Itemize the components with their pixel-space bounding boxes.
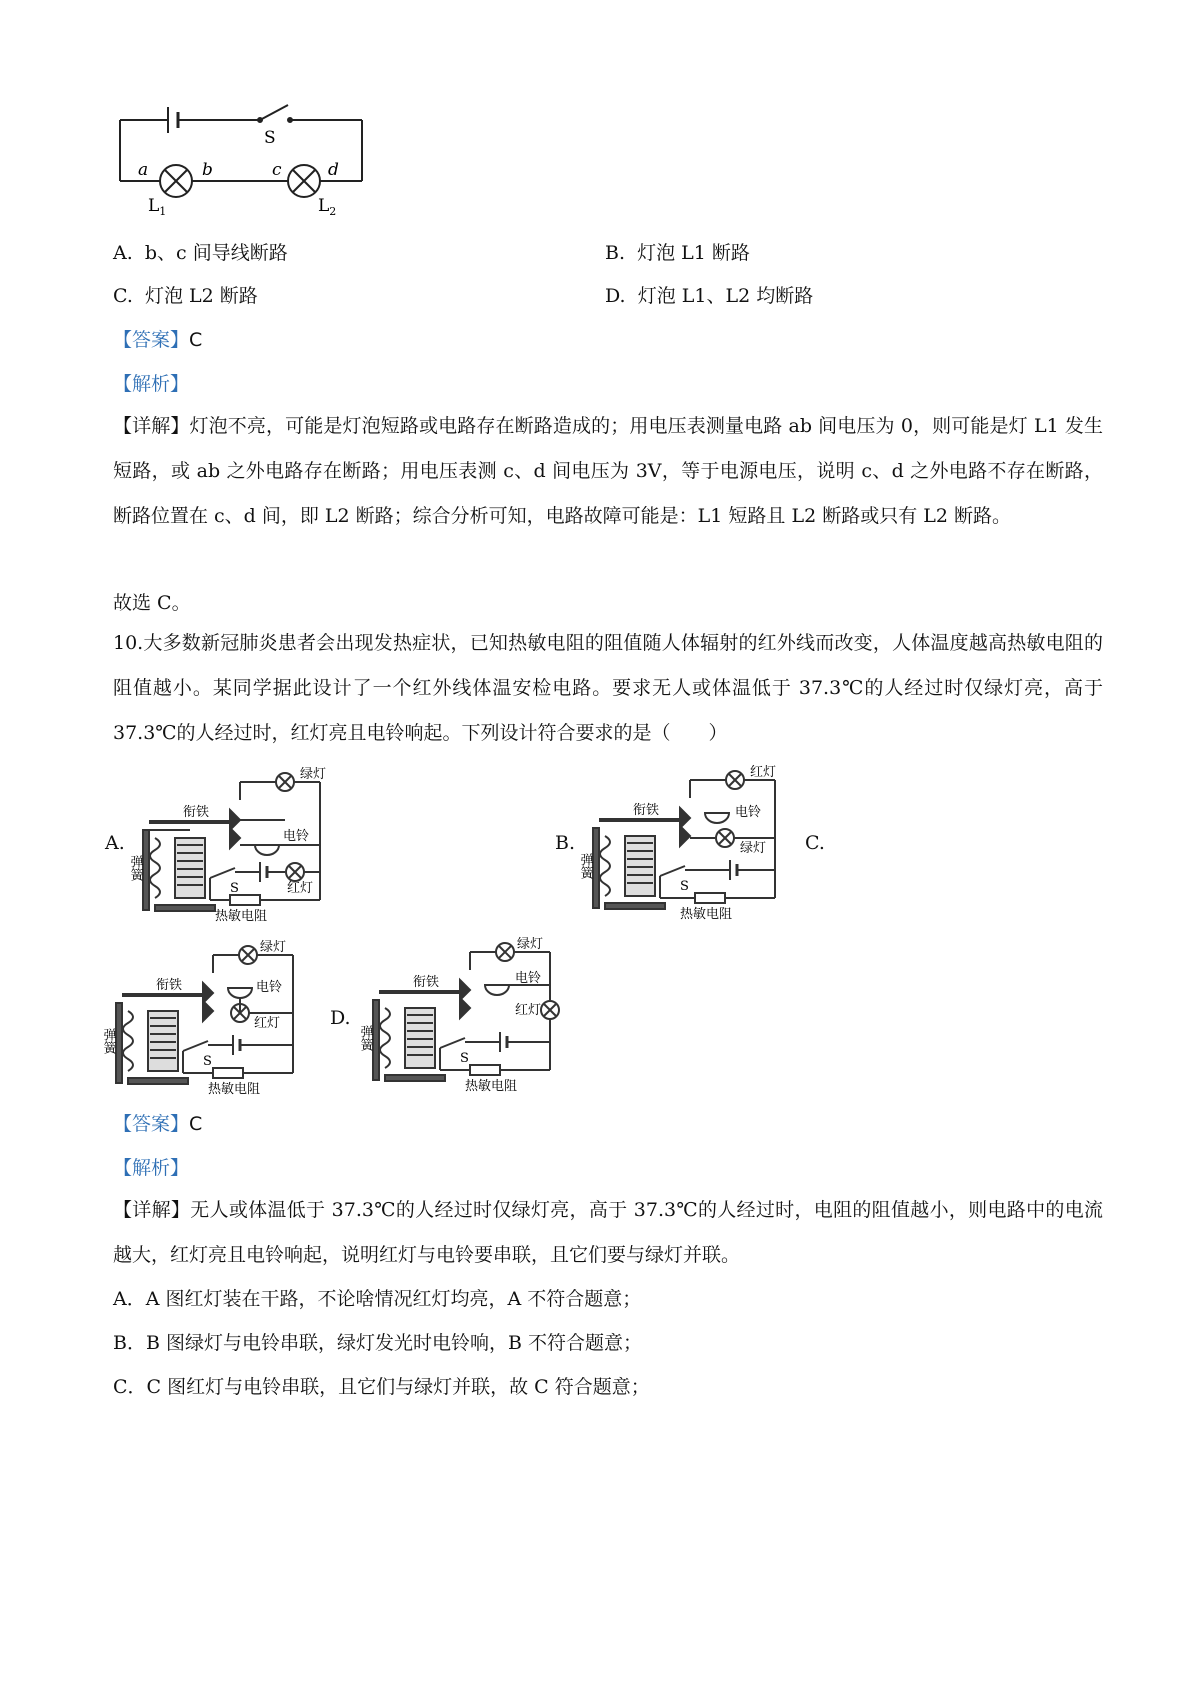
detail-text: 无人或体温低于 37.3℃的人经过时仅绿灯亮，高于 37.3℃的人经过时，电阻的阻值越小，则电路中的电流越大，红灯亮且电铃响起，说明红灯与电铃要串联，且它们要与绿灯并联。 [113,1199,1103,1266]
switch-label: S [264,128,276,148]
q10-analysis-line-a: A．A 图红灯装在干路，不论啥情况红灯均亮，A 不符合题意； [113,1288,642,1310]
relay-diagram-b [577,758,785,922]
option-text: 灯泡 L1 断路 [637,242,750,264]
option-prefix: D. [605,285,626,307]
q10-option-b-label: B. [555,832,576,854]
svg-text:S: S [680,879,689,894]
option-text: 灯泡 L2 断路 [145,285,258,307]
svg-text:电铃: 电铃 [283,829,310,844]
point-a: a [138,160,149,180]
point-d: d [328,160,339,180]
answer-value: C [189,1113,203,1135]
q9-option-d [605,283,813,309]
q9-option-c [113,283,258,309]
svg-text:弹簧: 弹簧 [127,855,143,881]
detail-text: 灯泡不亮，可能是灯泡短路或电路存在断路造成的；用电压表测量电路 ab 间电压为 0，则可能是灯 L1 发生短路，或 ab 之外电路存在断路；用电压表测 c、d 间电压为 3V，等于电源电压，说明 c、d 之外电路不存在断路，断路位置在 c、d 间，即 L2 断路；综合分析可知，电路故障可能是：L1 短路且 L2 断路或只有 L2 断路。 [113,415,1103,527]
option-text: 灯泡 L1、L2 均断路 [637,285,814,307]
svg-text:衔铁: 衔铁 [633,803,660,818]
svg-text:红灯: 红灯 [254,1016,281,1031]
answer-tag: 【答案】 [113,329,190,351]
answer-value: C [189,329,203,351]
svg-text:弹簧: 弹簧 [100,1028,116,1054]
answer-tag: 【答案】 [113,1113,190,1135]
option-text: b、c 间导线断路 [144,242,288,264]
q10-option-c-label: C. [805,832,825,854]
svg-text:电铃: 电铃 [735,805,762,820]
svg-text:衔铁: 衔铁 [413,975,440,990]
svg-text:S: S [203,1054,212,1069]
q10-answer [113,1111,202,1137]
svg-text:热敏电阻: 热敏电阻 [208,1082,261,1097]
q10-option-a-label: A. [105,832,125,854]
detail-tag: 【详解】 [113,1199,191,1221]
relay-diagram-d [357,930,565,1094]
svg-text:绿灯: 绿灯 [260,940,287,955]
svg-text:弹簧: 弹簧 [577,853,593,879]
q9-circuit-diagram [110,95,410,230]
svg-text:衔铁: 衔铁 [183,805,210,820]
svg-text:热敏电阻: 热敏电阻 [215,909,268,924]
svg-text:电铃: 电铃 [515,971,542,986]
q10-analysis-tag: 【解析】 [113,1157,190,1179]
detail-tag: 【详解】 [113,415,190,437]
svg-text:衔铁: 衔铁 [156,978,183,993]
option-prefix: B. [605,242,626,264]
svg-text:热敏电阻: 热敏电阻 [680,907,733,922]
q9-option-b [605,240,750,266]
lamp2-label: $L_2$ [318,196,337,218]
q9-detail [113,404,1103,539]
svg-text:电铃: 电铃 [256,980,283,995]
option-prefix: C. [113,285,133,307]
q9-answer [113,327,202,353]
svg-text:红灯: 红灯 [287,881,314,896]
relay-diagram-c [100,933,308,1097]
point-b: b [202,160,213,180]
svg-text:红灯: 红灯 [750,765,777,780]
q10-analysis-line-b: B．B 图绿灯与电铃串联，绿灯发光时电铃响，B 不符合题意； [113,1332,642,1354]
point-c: c [272,160,282,180]
svg-text:S: S [460,1051,469,1066]
q10-detail [113,1188,1103,1278]
option-prefix: A. [113,242,133,264]
q9-conclusion: 故选 C。 [113,592,191,614]
svg-text:弹簧: 弹簧 [357,1025,373,1051]
relay-diagram-a [127,760,327,924]
q10-analysis-line-c: C．C 图红灯与电铃串联，且它们与绿灯并联，故 C 符合题意； [113,1376,650,1398]
q9-analysis-tag: 【解析】 [113,373,190,395]
svg-text:热敏电阻: 热敏电阻 [465,1079,518,1094]
svg-text:红灯: 红灯 [515,1003,542,1018]
svg-text:S: S [230,881,239,896]
lamp1-label: $L_1$ [148,196,167,218]
q10-option-d-label: D. [330,1007,351,1029]
svg-text:绿灯: 绿灯 [517,937,544,952]
q9-option-a [113,240,288,266]
svg-text:绿灯: 绿灯 [300,767,327,782]
svg-text:绿灯: 绿灯 [740,841,767,856]
q10-stem: 10.大多数新冠肺炎患者会出现发热症状，已知热敏电阻的阻值随人体辐射的红外线而改变，人体温度越高热敏电阻的阻值越小。某同学据此设计了一个红外线体温安检电路。要求无人或体温低于 37.3℃的人经过时仅绿灯亮，高于 37.3℃的人经过时，红灯亮且电铃响起。下列设计符合要求的是（ ） [113,632,1103,744]
